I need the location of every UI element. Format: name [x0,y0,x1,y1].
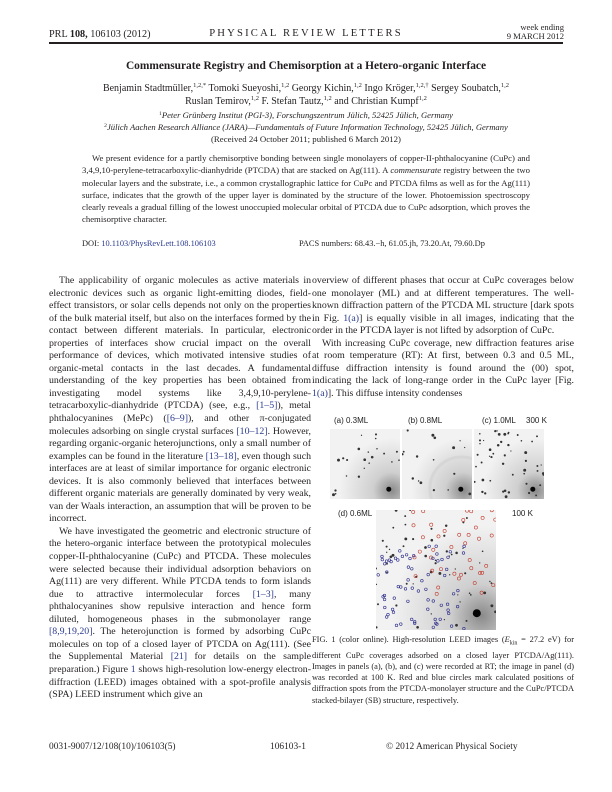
diffraction-spot [479,562,480,563]
diffraction-spot [398,459,400,461]
author[interactable]: Georgy Kichin,$^{1,2}$ [291,82,362,94]
figure-link[interactable]: 1 [130,663,136,675]
footer-code: 0031-9007/12/108(10)/106103(5) [49,742,176,752]
leed-pattern [402,429,472,499]
diffraction-spot [462,548,463,549]
diffraction-spot [413,583,414,584]
specular-spot [530,487,535,492]
diffraction-spot [391,461,393,463]
specular-spot [386,487,391,492]
diffraction-spot [489,581,490,582]
diffraction-spot [377,603,379,605]
leed-image-b [402,429,472,499]
diffraction-spot [470,594,472,596]
diffraction-spot [451,554,453,556]
diffraction-spot [455,552,458,555]
diffraction-spot [332,493,335,496]
diffraction-spot [346,475,347,476]
diffraction-spot [489,456,490,457]
diffraction-spot [537,470,539,472]
diffraction-spot [449,574,450,575]
diffraction-spot [335,493,337,495]
diffraction-spot [477,454,479,456]
leed-pattern [474,429,544,499]
diffraction-spot [445,525,447,527]
diffraction-spot [392,527,394,529]
diffraction-spot [459,440,460,441]
diffraction-spot [361,435,362,436]
diffraction-spot [523,473,525,475]
abstract: We present evidence for a partly chemisorptive bonding between single monolayers of copper-II-phthalocyanine (CuPc) and 3,4,9,10-perylene-tetracarboxylic-dianhydride (PTCDA) that are stacked on Ag(111). A commensurate registry between the two molecular layers and the substrate, i.e., a common crystallographic lattice for CuPc and PTCDA films as well as for the Ag(111) surface, indicates that the growth of the upper layer is dominated by the structure of the lower. Photoemission spectroscopy clearly reveals a gradual filling of the lowest unoccupied molecular orbital of PTCDA due to CuPc adsorption, which proves the chemisorptive character. [82,153,531,225]
volume: 108, [69,29,88,40]
diffraction-spot [481,491,483,493]
diffraction-spot [457,594,458,595]
diffraction-spot [433,489,435,491]
diffraction-spot [489,448,492,451]
diffraction-spot [404,537,407,540]
diffraction-spot [502,490,504,492]
citation-link[interactable]: [21] [170,651,188,663]
diffraction-spot [507,433,509,435]
diffraction-spot [431,613,432,614]
diffraction-spot [459,601,460,602]
diffraction-spot [444,619,445,620]
diffraction-spot [386,546,388,548]
diffraction-spot [475,466,477,468]
diffraction-spot [406,583,408,585]
diffraction-spot [416,626,419,629]
diffraction-spot [482,550,484,552]
diffraction-spot [504,454,506,456]
diffraction-spot [346,459,348,461]
affiliation: $^1$Peter Grünberg Institut (PGI-3), Forschungszentrum Jülich, 52425 Jülich, Germany [159,110,453,120]
diffraction-spot [375,433,377,435]
diffraction-spot [438,572,441,575]
diffraction-spot [433,459,435,461]
diffraction-spot [479,443,480,444]
diffraction-spot [389,549,390,550]
diffraction-spot [443,535,445,537]
diffraction-spot [403,451,405,453]
temperature-label-rt: 300 K [526,416,547,425]
week-ending-label: week ending [520,22,564,32]
author[interactable]: F. Stefan Tautz,$^{1,2}$ [261,95,332,107]
figure-link[interactable]: 1(a) [312,387,328,399]
doi-link[interactable]: 10.1103/PhysRevLett.108.106103 [101,239,216,248]
article-title: Commensurate Registry and Chemisorption at a Hetero-organic Interface [125,60,487,72]
author-list [60,82,552,108]
diffraction-spot [490,604,493,607]
diffraction-spot [496,430,497,431]
leed-image-c [474,429,544,499]
diffraction-spot [342,457,344,459]
diffraction-spot [430,528,432,530]
temperature-label-low: 100 K [512,509,533,518]
diffraction-spot [523,469,526,472]
paragraph: With increasing CuPc coverage, new diffraction features arise at room temperature (RT): At first, between 0.3 and 0.5 ML, diffuse diffraction intensity is found around the (00) spot, indicating the lack of long-range order in the CuPc layer [Fig. 1(a)]. This diffuse intensity condenses [312,337,574,399]
author[interactable]: Ingo Kröger,$^{1,2,\dagger}$ [364,82,429,94]
diffraction-spot [452,446,455,449]
diffraction-spot [395,604,397,606]
diffraction-spot [521,440,523,442]
body-column-left [49,275,311,702]
diffraction-spot [435,560,437,562]
diffraction-spot [531,441,533,443]
diffraction-spot [539,484,541,486]
diffraction-spot [541,464,542,465]
author[interactable]: and Christian Kumpf$^{1,2}$ [334,95,427,107]
diffraction-spot [396,451,398,453]
diffraction-spot [358,476,360,478]
diffraction-spot [403,545,405,547]
diffraction-spot [334,489,336,491]
citation-link[interactable]: [10–12] [236,425,268,437]
diffraction-spot [368,462,370,464]
journal-name: PHYSICAL REVIEW LETTERS [209,28,403,39]
specular-spot [458,487,463,492]
diffraction-spot [375,438,377,440]
leed-image-a [330,429,400,499]
citation-link[interactable]: [1–3] [252,588,274,600]
panel-label-c: (c) 1.0ML [482,416,516,425]
diffraction-spot [368,451,369,452]
diffraction-spot [466,620,468,622]
diffraction-spot [392,554,395,557]
diffraction-spot [407,429,409,431]
diffraction-spot [383,453,385,455]
diffraction-spot [508,491,510,493]
diffraction-spot [498,433,501,436]
author[interactable]: Tomoki Sueyoshi,$^{1,2}$ [208,82,290,94]
diffraction-spot [517,434,519,436]
diffraction-spot [371,456,374,459]
diffraction-spot [337,459,340,462]
diffraction-spot [405,524,407,526]
diffraction-spot [424,546,427,549]
leed-image-d [376,510,496,630]
pacs-numbers: PACS numbers: 68.43.−h, 61.05.jh, 73.20.At, 79.60.Dp [299,239,485,248]
diffraction-spot [479,433,481,435]
diffraction-spot [479,439,481,441]
doi-pacs-line [82,239,530,248]
diffraction-spot [484,492,486,494]
copyright: © 2012 American Physical Society [386,742,518,752]
diffraction-spot [455,568,456,569]
diffraction-spot [469,592,471,594]
diffraction-spot [525,483,527,485]
diffraction-spot [528,492,530,494]
page-number: 106103-1 [270,742,306,752]
author[interactable]: Benjamin Stadtmüller,$^{1,2,*}$ [102,82,207,94]
panel-label-b: (b) 0.8ML [408,416,443,425]
author[interactable]: Sergey Soubatch,$^{1,2}$ [431,82,510,94]
doi-label: DOI: [82,239,100,248]
diffraction-spot [418,480,419,481]
diffraction-spot [364,468,365,469]
diffraction-spot [490,456,492,458]
diffraction-spot [536,435,538,437]
diffraction-spot [510,450,511,451]
diffraction-spot [481,462,483,464]
leed-pattern [330,429,400,499]
paragraph: overview of different phases that occur at CuPc coverages below one monolayer (ML) and at different temperatures. The well-known diffraction pattern of the PTCDA ML structure [dark spots in Fig. 1(a)] is equally visible in all images, indicating that the order in the PTCDA layer is not lifted by adsorption of CuPc. [312,275,574,337]
diffraction-spot [453,473,455,475]
diffraction-spot [376,448,378,450]
paragraph: We have investigated the geometric and electronic structure of the hetero-organic interface between the prototypical molecules copper-II-phthalocyanine (CuPc) and PTCDA. These molecules were selected because their individual adsorption behaviors on Ag(111) are very different. While PTCDA tends to form islands due to attractive intermolecular forces [1–3], many phthalocyanines show repulsive interaction and hence form diluted, homogeneous phases in the submonolayer range [8,9,19,20]. The heterojunction is formed by adsorbing CuPc molecules on top of a closed layer of PTCDA on Ag(111). (See the Supplemental Material [21] for details on the sample preparation.) Figure 1 shows high-resolution low-energy electron-diffraction (LEED) images obtained with a spot-profile analysis (SPA) LEED instrument which give an [49,525,312,701]
diffraction-spot [524,451,527,454]
panel-label-a: (a) 0.3ML [334,416,369,425]
diffraction-spot [431,539,434,542]
diffraction-spot [412,538,414,540]
citation-link[interactable]: [6–9] [166,413,189,425]
figure-caption: FIG. 1 (color online). High-resolution LEED images ($E_{kin} = 27.2$ eV) for different CuPc coverages adsorbed on a closed layer PTCDA/Ag(111). Images in panels (a), (b), and (c) were recorded at RT; the image in panel (d) was recorded at 100 K. Red and blue circles mark calculated positions of diffraction spots from the PTCDA-monolayer structure and the CuPc/PTCDA stacked-bilayer (SB) structure, respectively. [312,635,575,705]
diffraction-spot [446,550,448,552]
diffraction-spot [507,444,509,446]
leed-pattern [376,510,496,630]
diffraction-spot [535,494,537,496]
diffraction-spot [489,480,491,482]
diffraction-spot [494,430,496,432]
specular-spot [473,609,481,617]
diffraction-spot [447,489,449,491]
diffraction-spot [404,515,406,517]
diffraction-spot [386,552,387,553]
author[interactable]: Ruslan Temirov,$^{1,2}$ [185,95,259,107]
received-dates: (Received 24 October 2011; published 6 March 2012) [211,134,401,144]
diffraction-spot [420,481,423,484]
diffraction-spot [412,477,414,479]
article-ref: 106103 (2012) [90,29,151,40]
diffraction-spot [464,572,466,574]
diffraction-spot [483,592,486,595]
citation-link[interactable]: [8,9,19,20] [49,626,93,638]
body-column-right [312,275,574,400]
diffraction-spot [536,465,538,467]
diffraction-spot [386,563,388,565]
diffraction-spot [468,493,471,496]
diffraction-spot [358,448,361,451]
diffraction-spot [464,447,465,448]
diffraction-spot [424,555,427,558]
citation-link[interactable]: [13–18] [205,450,237,462]
diffraction-spot [525,460,527,462]
diffraction-spot [543,474,544,475]
diffraction-spot [416,455,418,457]
diffraction-spot [433,436,436,439]
journal-abbrev: PRL [49,29,68,40]
paragraph: The applicability of organic molecules as active materials in electronic devices such as organic light-emitting diodes, field-effect transistors, or solar cells depends not only on the properties of the bulk material itself, but also on the interfaces formed by the contact between different materials. In particular, electronic properties of interfaces show crucial impact on the overall performance of devices, which motivated intensive studies of organic-metal contacts in the last decades. A fundamental understanding of the key properties has been obtained from investigating model systems like 3,4,9,10-perylene-tetracarboxylic-dianhydride (PTCDA) (see, e.g., [1–5]), metal phthalocyanines (MePc) ([6–9]), and other π-conjugated molecules adsorbing on single crystal surfaces [10–12]. However, regarding organic-organic heterojunctions, only a small number of examples can be found in the literature [13–18], even though such interfaces are at least of similar importance for organic electronic devices. It is also commonly believed that interfaces between different organic materials are generally dominated by very weak, van der Waals interaction, an assumption that will be proven to be incorrect. [49,275,312,525]
diffraction-spot [363,458,366,461]
diffraction-spot [512,474,514,476]
diffraction-spot [466,517,468,519]
diffraction-spot [483,440,484,441]
diffraction-spot [502,463,504,465]
diffraction-spot [431,434,434,437]
figure-1 [330,416,580,631]
panel-label-d: (d) 0.6ML [338,509,373,518]
header-rule [49,42,563,44]
diffraction-spot [503,433,506,436]
diffraction-spot [500,441,502,443]
diffraction-spot [455,624,458,627]
issue-date [507,23,564,41]
diffraction-spot [382,540,384,542]
diffraction-spot [482,479,485,482]
week-ending-date: 9 MARCH 2012 [506,31,564,42]
citation-link[interactable]: [1–5] [256,400,278,412]
figure-link[interactable]: 1(a) [343,312,360,324]
diffraction-spot [435,562,437,564]
diffraction-spot [505,495,508,498]
diffraction-spot [497,444,500,447]
diffraction-spot [492,453,494,455]
affiliation: $^2$Jülich Aachen Research Alliance (JARA)—Fundamentals of Future Information Technology, 52425 Jülich, Germany [104,122,508,132]
